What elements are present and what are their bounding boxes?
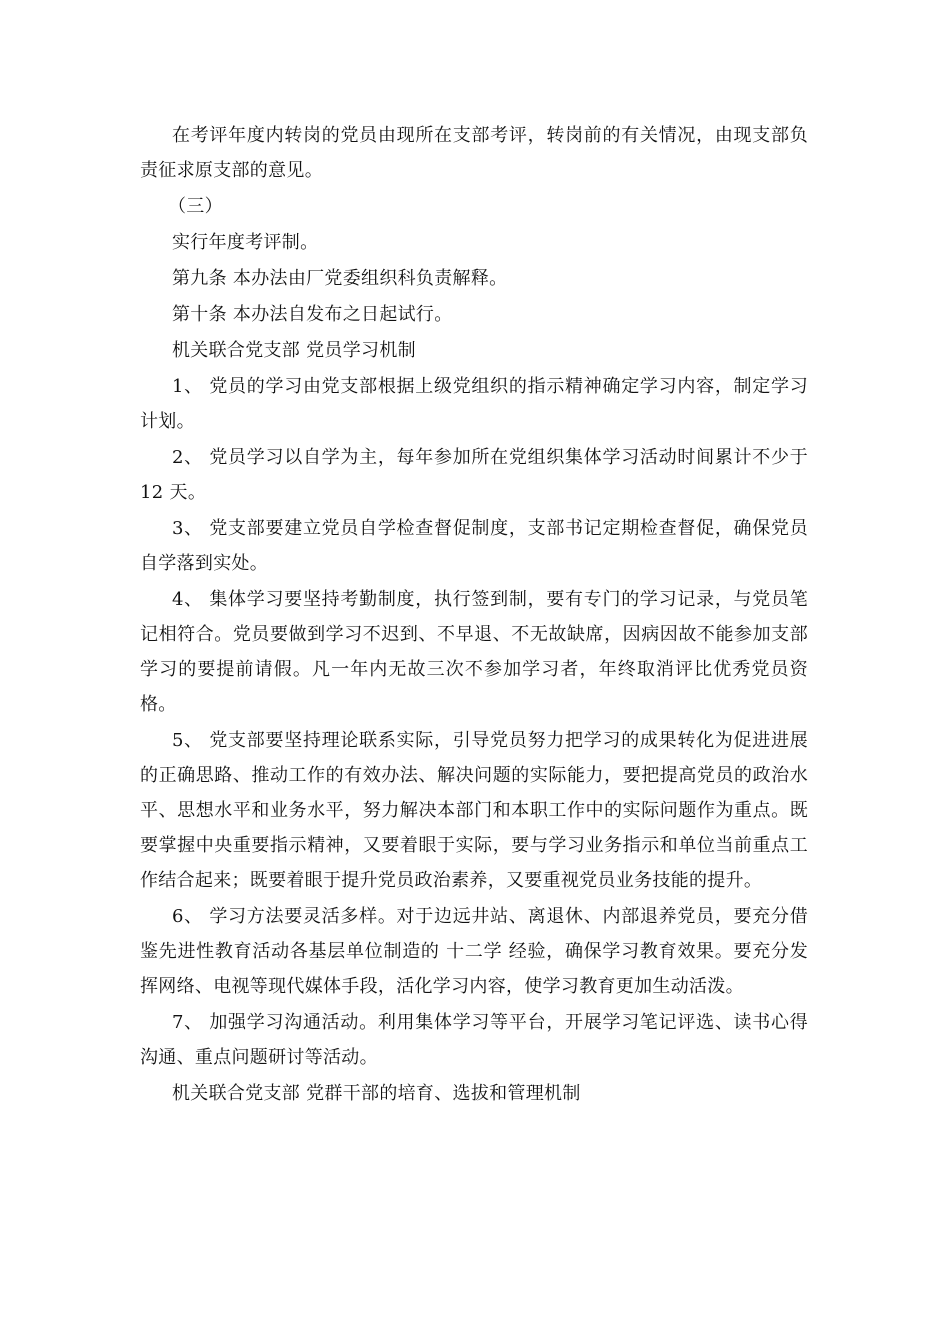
list-item-3: 3、 党支部要建立党员自学检查督促制度，支部书记定期检查督促，确保党员自学落到实处。 [140,518,808,574]
paragraph-annual-evaluation: 实行年度考评制。 [172,232,319,253]
paragraph-transfer-evaluation: 在考评年度内转岗的党员由现所在支部考评，转岗前的有关情况，由现支部负责征求原支部的意见。 [140,125,808,181]
paragraph-section-three: （三） [168,196,223,217]
list-item-4: 4、 集体学习要坚持考勤制度，执行签到制，要有专门的学习记录，与党员笔记相符合。党员要做到学习不迟到、不早退、不无故缺席，因病因故不能参加支部学习的要提前请假。凡一年内无故三次不参加学习者，年终取消评比优秀党员资格。 [140,589,808,715]
document-body [140,118,808,1112]
list-item-6: 6、 学习方法要灵活多样。对于边远井站、离退休、内部退养党员，要充分借鉴先进性教育活动各基层单位制造的 十二学 经验，确保学习教育效果。要充分发挥网络、电视等现代媒体手段，活化学习内容，使学习教育更加生动活泼。 [140,906,808,997]
list-item-2: 2、 党员学习以自学为主，每年参加所在党组织集体学习活动时间累计不少于 12 天。 [140,447,808,503]
paragraph-article-nine: 第九条 本办法由厂党委组织科负责解释。 [172,268,508,289]
list-item-5: 5、 党支部要坚持理论联系实际，引导党员努力把学习的成果转化为促进进展的正确思路、推动工作的有效办法、解决问题的实际能力，要把提高党员的政治水平、思想水平和业务水平，努力解决本部门和本职工作中的实际问题作为重点。既要掌握中央重要指示精神，又要着眼于实际，要与学习业务指示和单位当前重点工作结合起来；既要着眼于提升党员政治素养，又要重视党员业务技能的提升。 [140,730,808,891]
list-item-7: 7、 加强学习沟通活动。利用集体学习等平台，开展学习笔记评选、读书心得沟通、重点问题研讨等活动。 [140,1012,808,1068]
paragraph-article-ten: 第十条 本办法自发布之日起试行。 [172,304,453,325]
section-heading-study-mechanism: 机关联合党支部 党员学习机制 [172,340,416,361]
list-item-1: 1、 党员的学习由党支部根据上级党组织的指示精神确定学习内容，制定学习计划。 [140,376,808,432]
section-heading-cadre-mechanism: 机关联合党支部 党群干部的培育、选拔和管理机制 [172,1083,581,1104]
